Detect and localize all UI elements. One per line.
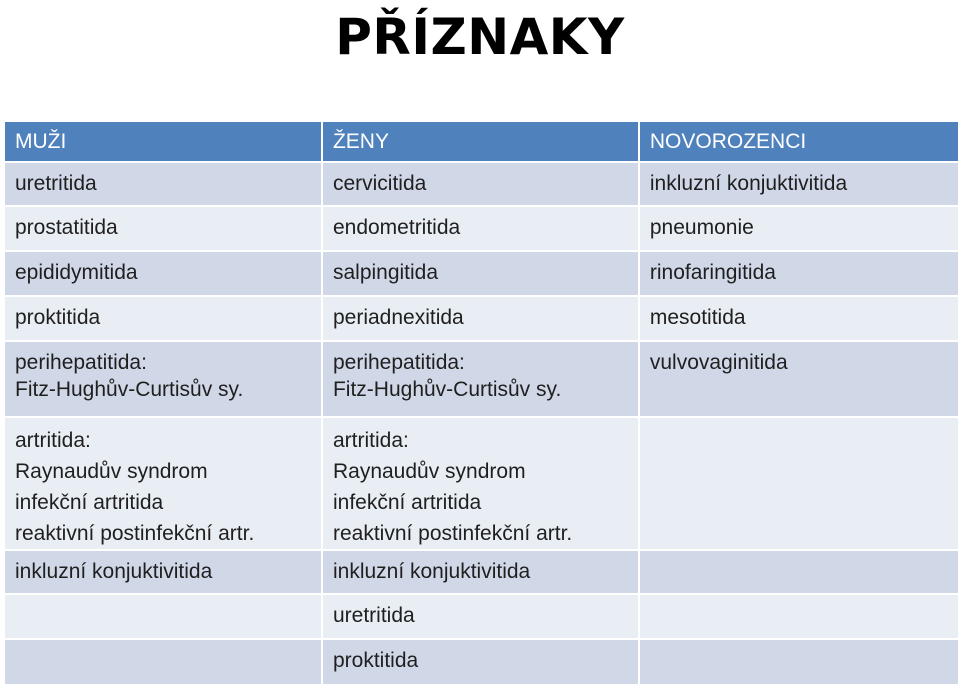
table-cell: rinofaringitida (640, 252, 958, 295)
table-cell: pneumonie (640, 207, 958, 250)
column-header-newborns: NOVOROZENCI (640, 122, 958, 161)
table-cell (5, 640, 321, 684)
table-cell: vulvovaginitida (640, 342, 958, 416)
table-cell: artritida: Raynaudův syndrom infekční artritida reaktivní postinfekční artr. (5, 418, 321, 549)
table-cell (640, 551, 958, 593)
table-cell: epididymitida (5, 252, 321, 295)
table-row (5, 297, 958, 340)
table-cell: inkluzní konjuktivitida (5, 551, 321, 593)
table-row (5, 207, 958, 250)
table-cell: salpingitida (323, 252, 638, 295)
column-header-men: MUŽI (5, 122, 321, 161)
table-cell: inkluzní konjuktivitida (323, 551, 638, 593)
table-cell (640, 595, 958, 638)
table-row (5, 252, 958, 295)
page-title: PŘÍZNAKY (335, 8, 625, 66)
table-cell: uretritida (5, 163, 321, 205)
table-header-row (5, 122, 958, 161)
table-row (5, 595, 958, 638)
table-cell: proktitida (323, 640, 638, 684)
table-cell: uretritida (323, 595, 638, 638)
table-row (5, 551, 958, 593)
table-cell: perihepatitida: Fitz-Hughův-Curtisův sy. (323, 342, 638, 416)
table-row (5, 418, 958, 549)
table-cell: artritida: Raynaudův syndrom infekční artritida reaktivní postinfekční artr. (323, 418, 638, 549)
table-cell: mesotitida (640, 297, 958, 340)
table-row (5, 163, 958, 205)
table-cell: periadnexitida (323, 297, 638, 340)
table-cell (640, 640, 958, 684)
column-header-women: ŽENY (323, 122, 638, 161)
table-cell (640, 418, 958, 549)
table-row (5, 640, 958, 684)
table-cell: cervicitida (323, 163, 638, 205)
table-cell: prostatitida (5, 207, 321, 250)
symptoms-table (3, 120, 960, 686)
table-cell (5, 595, 321, 638)
table-row (5, 342, 958, 416)
table-cell: endometritida (323, 207, 638, 250)
table-cell: proktitida (5, 297, 321, 340)
table-cell: inkluzní konjuktivitida (640, 163, 958, 205)
table-cell: perihepatitida: Fitz-Hughův-Curtisův sy. (5, 342, 321, 416)
